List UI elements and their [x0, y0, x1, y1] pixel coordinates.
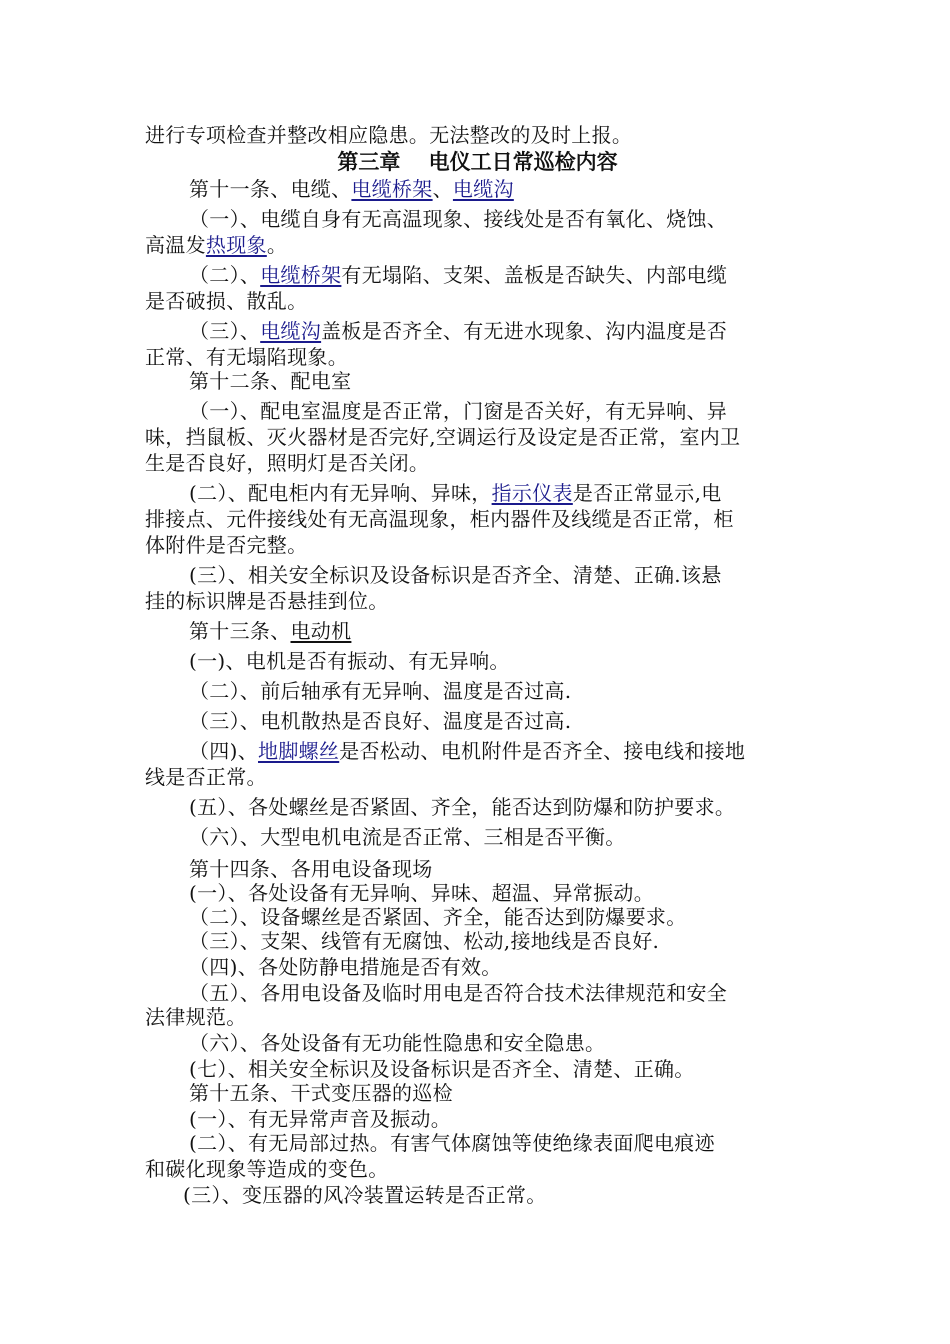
text-span: 第十五条、干式变压器的巡检 [189, 1081, 453, 1105]
text-span: （二）、前后轴承有无异响、温度是否过高. [189, 679, 572, 703]
text-line [189, 618, 351, 644]
text-line [189, 678, 571, 704]
text-span: 盖板是否齐全、有无进水现象、沟内温度是否 [321, 319, 728, 343]
text-line [189, 262, 727, 288]
text-line [189, 1130, 715, 1156]
text-line [189, 856, 433, 882]
text-line [189, 738, 745, 764]
text-line [145, 122, 632, 148]
text-line [145, 450, 429, 476]
text-span: 挂的标识牌是否悬挂到位。 [145, 589, 389, 613]
text-span: （三）、支架、线管有无腐蚀、松动,接地线是否良好. [189, 929, 660, 953]
text-line [189, 904, 687, 930]
text-line [145, 424, 740, 450]
text-span: (二）、配电柜内有无异响、异味， [189, 481, 492, 505]
text-line [145, 506, 734, 532]
hyperlink[interactable]: 电缆沟 [452, 177, 514, 201]
text-span: 体附件是否完整。 [145, 533, 308, 557]
hyperlink[interactable]: 电缆桥架 [351, 177, 433, 201]
text-span: 线是否正常。 [145, 765, 267, 789]
text-span: 和碳化现象等造成的变色。 [145, 1157, 389, 1181]
text-span: 是否松动、电机附件是否齐全、接电线和接地 [339, 739, 746, 763]
text-line [189, 928, 659, 954]
hyperlink[interactable]: 地脚螺丝 [258, 739, 340, 763]
text-span: （三）、 [189, 319, 261, 343]
hyperlink[interactable]: 热现象 [205, 233, 267, 257]
text-span: 是否破损、散乱。 [145, 289, 308, 313]
text-span: （六）、大型电机电流是否正常、三相是否平衡。 [189, 825, 626, 849]
text-line [189, 980, 727, 1006]
text-span: (一)、电机是否有振动、有无异响。 [189, 649, 510, 673]
text-span: 味，挡鼠板、灭火器材是否完好,空调运行及设定是否正常，室内卫 [145, 425, 741, 449]
text-span: 有无塌陷、支架、盖板是否缺失、内部电缆 [341, 263, 728, 287]
text-line [145, 232, 287, 258]
text-span: 第十一条、电缆、 [189, 177, 352, 201]
text-span: 是否正常显示,电 [572, 481, 722, 505]
text-span: (三）、变压器的风冷装置运转是否正常。 [183, 1183, 547, 1207]
text-span: （一）、电缆自身有无高温现象、接线处是否有氧化、烧蚀、 [189, 207, 728, 231]
text-span: (一）、各处设备有无异响、异味、超温、异常振动。 [189, 881, 655, 905]
text-line [189, 368, 351, 394]
text-line [189, 824, 626, 850]
underlined-text: 电动机 [290, 619, 352, 643]
hyperlink[interactable]: 指示仪表 [491, 481, 573, 505]
text-line [145, 1004, 247, 1030]
text-span: (五）、各处螺丝是否紧固、齐全，能否达到防爆和防护要求。 [189, 795, 736, 819]
text-line [189, 708, 571, 734]
text-line [189, 1080, 453, 1106]
text-span: 第十二条、配电室 [189, 369, 352, 393]
text-span: （一）、配电室温度是否正常，门窗是否关好，有无异响、异 [189, 399, 728, 423]
text-line [189, 794, 735, 820]
text-span: 进行专项检查并整改相应隐患。无法整改的及时上报。 [145, 123, 633, 147]
text-span: 生是否良好，照明灯是否关闭。 [145, 451, 430, 475]
text-line [145, 288, 307, 314]
text-line [189, 954, 502, 980]
text-line [189, 562, 722, 588]
text-span: （六）、各处设备有无功能性隐患和安全隐患。 [189, 1031, 606, 1055]
text-span: 法律规范。 [145, 1005, 247, 1029]
hyperlink[interactable]: 电缆桥架 [260, 263, 342, 287]
text-line [189, 880, 654, 906]
text-line [145, 588, 389, 614]
chapter-title: 第三章 电仪工日常巡检内容 [337, 149, 618, 174]
document-page [145, 0, 810, 1344]
text-span: （二）、 [189, 263, 261, 287]
text-line [189, 318, 727, 344]
text-span: （四)、各处防静电措施是否有效。 [189, 955, 502, 979]
text-span: 第十四条、各用电设备现场 [189, 857, 433, 881]
text-line [145, 764, 267, 790]
text-line [145, 532, 307, 558]
text-line [189, 206, 727, 232]
text-span: (二）、有无局部过热。有害气体腐蚀等使绝缘表面爬电痕迹 [189, 1131, 715, 1155]
text-span: （五）、各用电设备及临时用电是否符合技术法律规范和安全 [189, 981, 728, 1005]
text-line [189, 1030, 605, 1056]
text-span: 正常、有无塌陷现象。 [145, 345, 348, 369]
text-span: 。 [266, 233, 288, 257]
text-span: (七）、相关安全标识及设备标识是否齐全、清楚、正确。 [189, 1057, 695, 1081]
text-line [183, 1182, 547, 1208]
text-line [189, 648, 510, 674]
text-span: 高温发 [145, 233, 206, 257]
text-line [189, 176, 514, 202]
text-span: (一）、有无异常声音及振动。 [189, 1107, 452, 1131]
text-span: 、 [432, 177, 453, 201]
text-line [189, 398, 727, 424]
text-line [145, 344, 348, 370]
text-span: （二）、设备螺丝是否紧固、齐全，能否达到防爆要求。 [189, 905, 687, 929]
text-span: （四)、 [189, 739, 259, 763]
text-line [189, 1056, 695, 1082]
text-line [189, 1106, 451, 1132]
hyperlink[interactable]: 电缆沟 [260, 319, 322, 343]
text-line [145, 1156, 389, 1182]
text-span: (三）、相关安全标识及设备标识是否齐全、清楚、正确.该悬 [189, 563, 722, 587]
text-span: 第十三条、 [189, 619, 291, 643]
text-span: （三）、电机散热是否良好、温度是否过高. [189, 709, 572, 733]
text-line [189, 480, 722, 506]
text-span: 排接点、元件接线处有无高温现象，柜内器件及线缆是否正常，柜 [145, 507, 734, 531]
